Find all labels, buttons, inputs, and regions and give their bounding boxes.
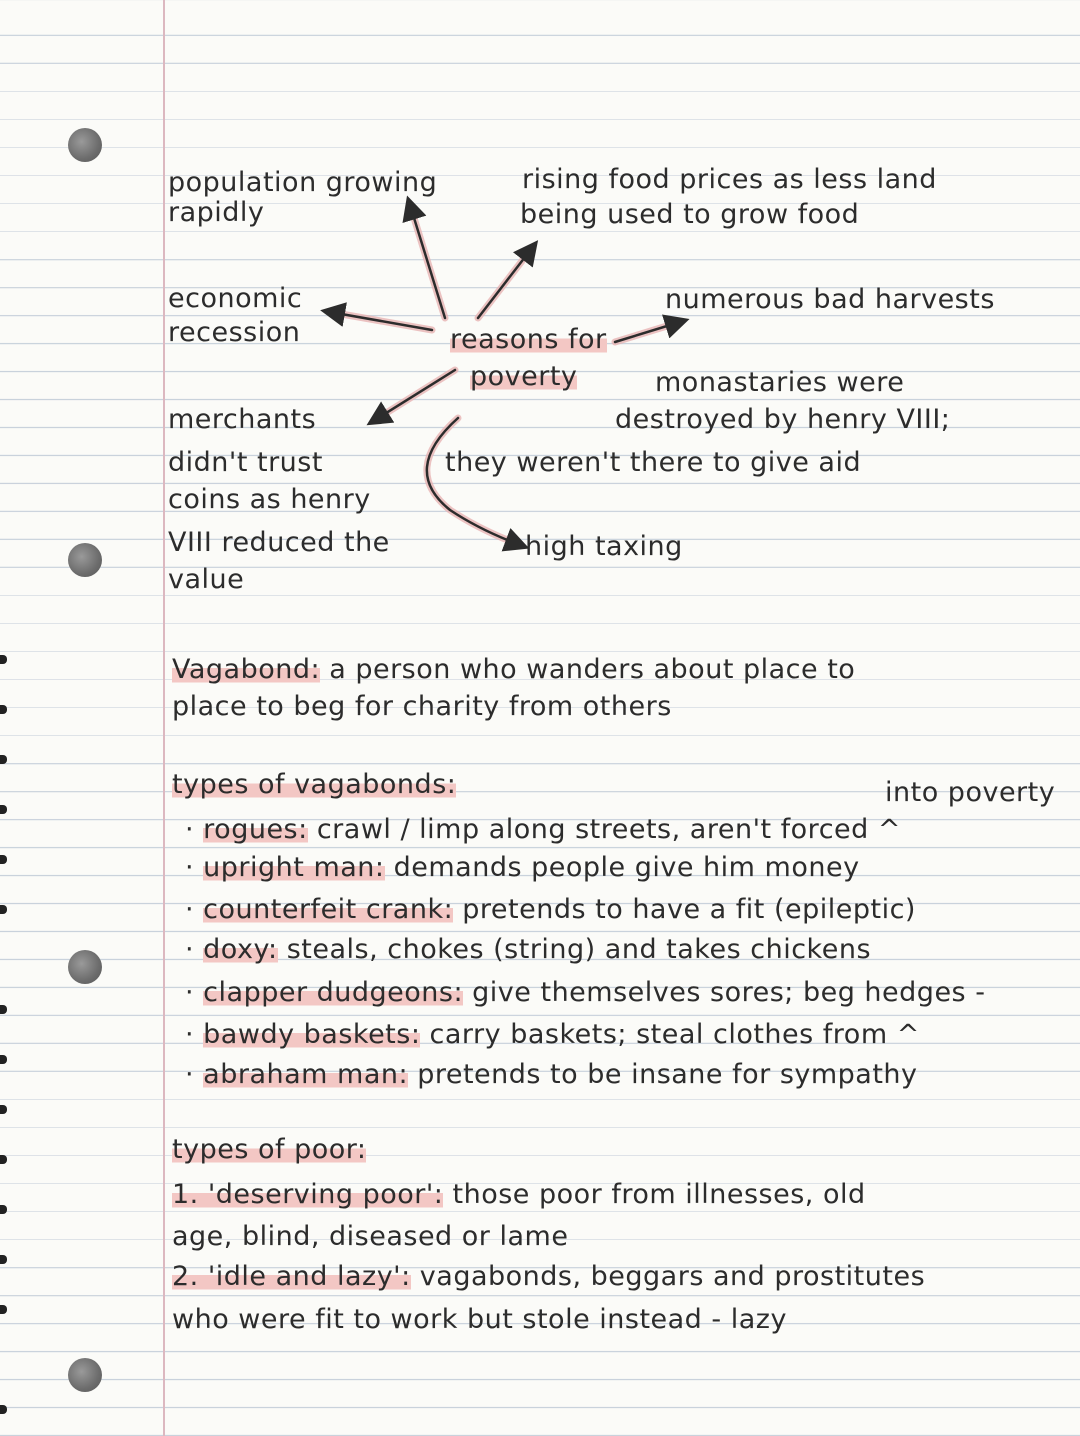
mindmap-food-line1: rising food prices as less land — [522, 164, 937, 195]
poor-item-2-line2: who were fit to work but stole instead - lazy — [172, 1304, 787, 1335]
mindmap-monasteries-line2: destroyed by henry VIII; — [615, 404, 951, 435]
vagabond-definition-line2: place to beg for charity from others — [172, 691, 672, 722]
mindmap-recession-line1: economic — [168, 283, 303, 314]
list-item: · doxy: steals, chokes (string) and takes chickens — [185, 934, 872, 965]
vagabond-types-note: into poverty — [885, 777, 1056, 808]
list-item: · clapper dudgeons: give themselves sores; beg hedges - — [185, 977, 986, 1008]
list-item: · counterfeit crank: pretends to have a fit (epileptic) — [185, 894, 916, 925]
mindmap-merchants-line5: value — [168, 564, 245, 595]
poor-item-1-line2: age, blind, diseased or lame — [172, 1221, 569, 1252]
mindmap-taxing: high taxing — [525, 531, 683, 562]
mindmap-merchants-line3: coins as henry — [168, 484, 371, 515]
mindmap-monasteries-line3: they weren't there to give aid — [445, 447, 862, 478]
mindmap-recession-line2: recession — [168, 317, 301, 348]
mindmap-population-line1: population growing — [168, 167, 438, 198]
vagabond-def-1: a person who wanders about place to — [329, 654, 856, 685]
list-item: · abraham man: pretends to be insane for sympathy — [185, 1059, 918, 1090]
mindmap-merchants-line2: didn't trust — [168, 447, 323, 478]
mindmap-food-line2: being used to grow food — [520, 199, 860, 230]
mindmap-merchants-line4: VIII reduced the — [168, 527, 390, 558]
mindmap-center-line1: reasons for — [450, 324, 607, 355]
poor-types-heading: types of poor: — [172, 1134, 367, 1165]
mindmap-monasteries-line1: monastaries were — [655, 367, 905, 398]
mindmap-merchants-line1: merchants — [168, 404, 317, 435]
poor-item-2-line1: 2. 'idle and lazy': vagabonds, beggars and prostitutes — [172, 1261, 926, 1292]
mindmap-center-line2: poverty — [470, 361, 578, 392]
vagabond-definition-line1 — [172, 655, 855, 685]
mindmap-harvests: numerous bad harvests — [665, 284, 995, 315]
list-item: · upright man: demands people give him money — [185, 852, 860, 883]
vagabond-types-heading: types of vagabonds: — [172, 769, 457, 800]
list-item: · bawdy baskets: carry baskets; steal clothes from ^ — [185, 1019, 920, 1050]
vagabond-term: Vagabond: — [172, 654, 321, 685]
list-item: · rogues: crawl / limp along streets, aren't forced ^ — [185, 814, 901, 845]
poor-item-1-line1: 1. 'deserving poor': those poor from illnesses, old — [172, 1179, 866, 1210]
mindmap-population-line2: rapidly — [168, 197, 265, 228]
